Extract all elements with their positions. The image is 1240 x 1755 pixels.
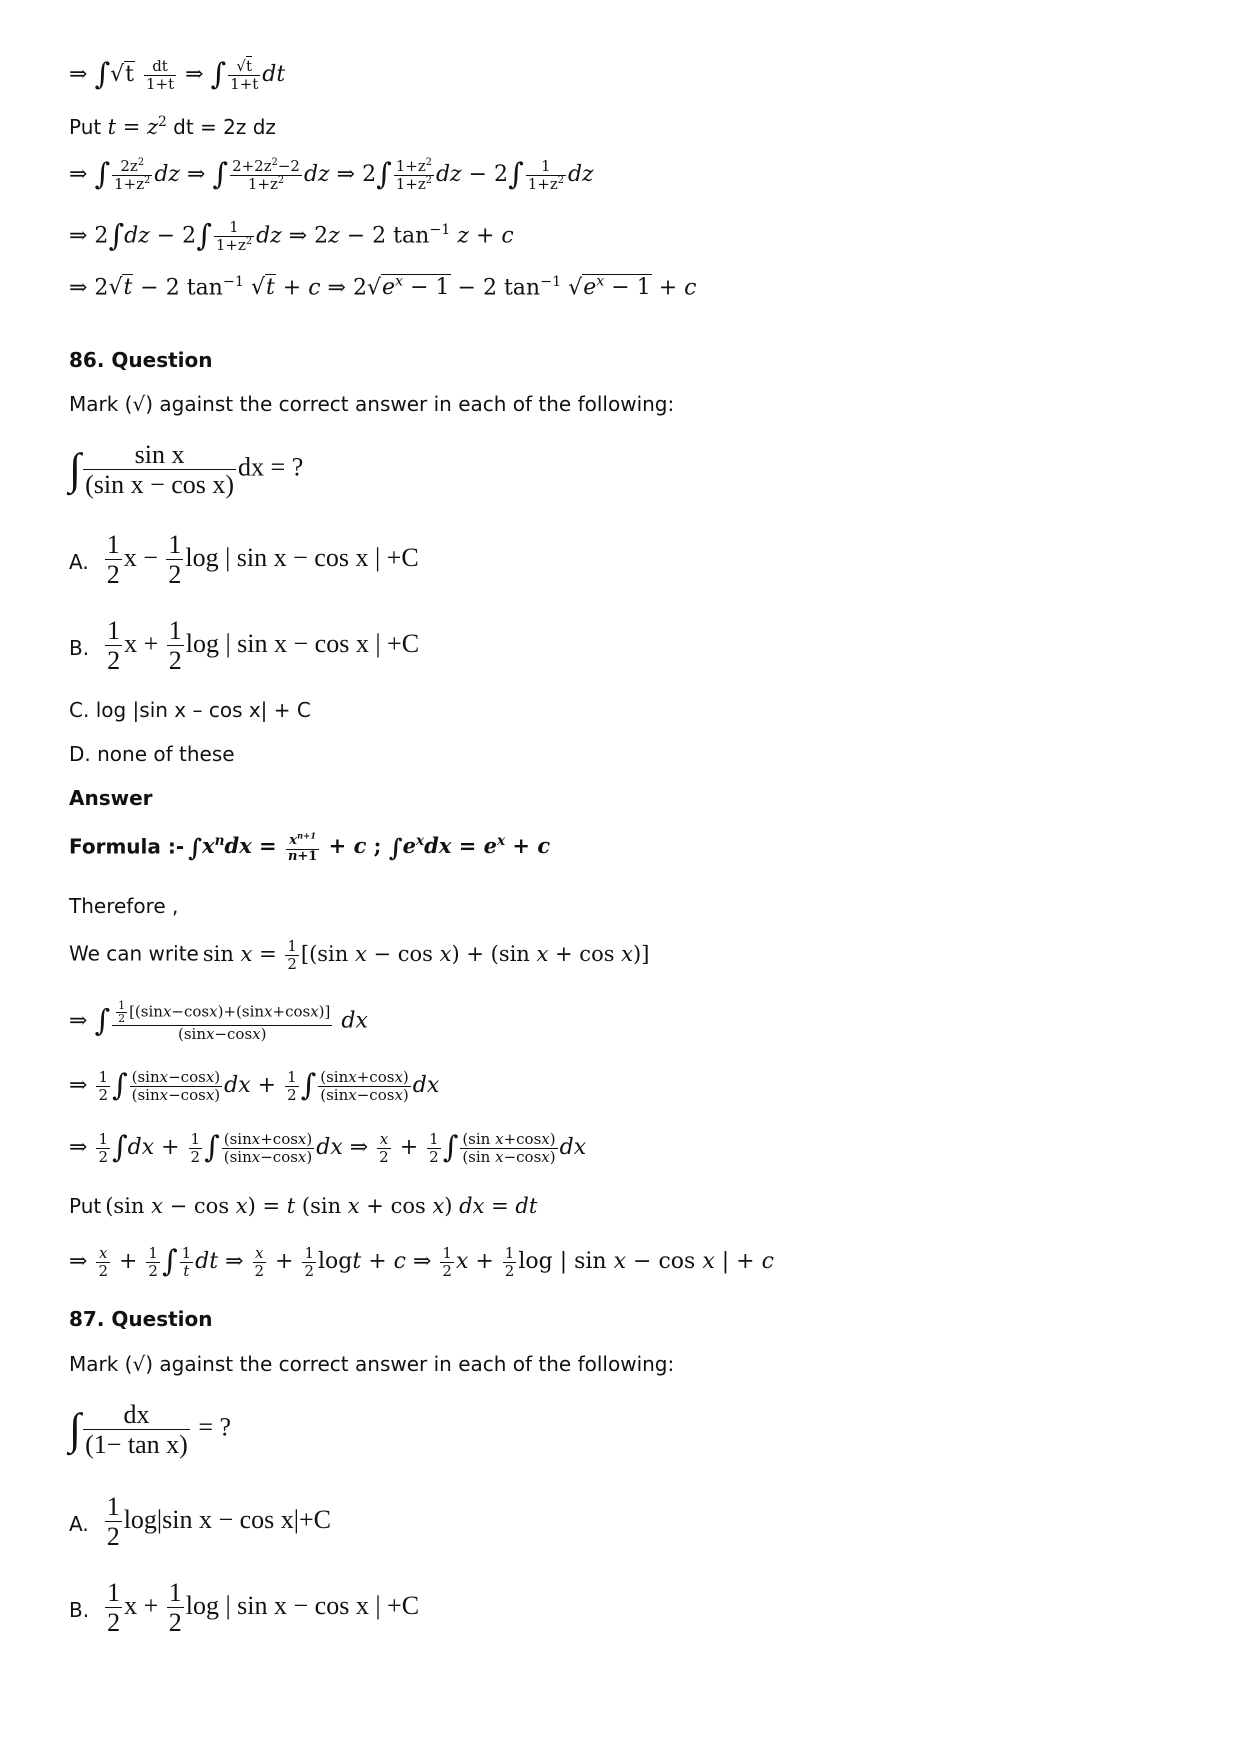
formula-math: $\int x^ndx$ = $\frac{x^{n+1}}{n+1}$ + c ; $\int e^xdx = e^x + c$ — [188, 831, 551, 864]
option-86-a[interactable]: A. $\frac{1}{2}$ x − $\frac{1}{2}$ log | sin x − cos x | +C — [69, 530, 419, 590]
put-line-1: Put $t = z^2$ dt = 2z dz — [69, 114, 276, 139]
question-87-integral: ∫ $\frac{dx}{\text{(1− tan x)}}$ = ? — [69, 1400, 232, 1460]
solution-step-2: ⇒ $\frac{1}{2}$ ∫ $\frac{(\sin x-\cos x)}{(\sin x-\cos x)}$ dx + $\frac{1}{2}$ ∫ $\frac{(\sin x+\cos x)}{(\sin x-\cos x)}$ dx — [69, 1068, 440, 1104]
put-line-2-math: (sin x − cos x) = t (sin x + cos x) dx = dt — [105, 1194, 538, 1218]
put-label: Put — [69, 115, 102, 139]
math-line-4: ⇒ 2∫dz − 2∫ $\frac{1}{1+z^2}$ dz ⇒ 2z − 2 $\tan^{-1} z + c$ — [69, 218, 514, 254]
therefore-text: Therefore , — [69, 894, 179, 918]
put-math: $t = z^2$ — [107, 114, 167, 139]
option-86-b-math: $\frac{1}{2}$ x + $\frac{1}{2}$ log | sin x − cos x | +C — [107, 616, 420, 676]
formula-line: Formula :- $\int x^ndx$ = $\frac{x^{n+1}}{n+1}$ + c ; $\int e^xdx = e^x + c$ — [69, 831, 551, 864]
math-line-3: ⇒ ∫ $\frac{2z^2}{1+z^2}$ dz ⇒ ∫ $\frac{2+2z^2-2}{1+z^2}$ dz ⇒ 2∫ $\frac{1+z^2}{1+z^2}$ dz − 2∫ $\frac{1}{1+z^2}$ dz — [69, 157, 594, 193]
we-can-write-line: We can write sin x = $\frac{1}{2}$ [(sin x − cos x) + (sin x + cos x)] — [69, 937, 650, 973]
question-86-integral: ∫ $\frac{\text{sin x}}{\text{(sin x − cos x)}}$ dx = ? — [69, 440, 304, 500]
option-87-a-math: $\frac{1}{2}$ log|sin x − cos x|+C — [106, 1492, 331, 1552]
question-87-instruction: Mark (√) against the correct answer in each of the following: — [69, 1352, 675, 1376]
answer-heading: Answer — [69, 786, 153, 810]
question-87-heading: 87. Question — [69, 1307, 213, 1331]
solution-step-4: ⇒ $\frac{x}{2}$ + $\frac{1}{2}$ ∫ $\frac{1}{t}$ dt ⇒ $\frac{x}{2}$ + $\frac{1}{2}$ logt + c ⇒ $\frac{1}{2}$ x + $\frac{1}{2}$ log | sin x − cos x | + c — [69, 1244, 774, 1280]
question-86-instruction: Mark (√) against the correct answer in each of the following: — [69, 392, 675, 416]
solution-step-1: ⇒ ∫ $\frac{1}{2}$ [(sinx−cosx)+(sinx+cosx)] (sinx−cosx) dx — [69, 999, 368, 1044]
option-87-b-math: $\frac{1}{2}$ x + $\frac{1}{2}$ log | sin x − cos x | +C — [107, 1578, 420, 1638]
option-86-d[interactable]: D. none of these — [69, 742, 235, 766]
option-86-a-math: $\frac{1}{2}$ x − $\frac{1}{2}$ log | sin x − cos x | +C — [106, 530, 419, 590]
question-86-heading: 86. Question — [69, 348, 213, 372]
math-line-1: ⇒ ∫√t $\frac{dt}{1+t}$ ⇒ ∫ $\frac{√t}{1+t}$ dt — [69, 57, 286, 93]
put-line-2: Put (sin x − cos x) = t (sin x + cos x) dx = dt — [69, 1194, 538, 1218]
solution-step-3: ⇒ $\frac{1}{2}$ ∫dx + $\frac{1}{2}$ ∫ $\frac{(\sin x+\cos x)}{(\sin x-\cos x)}$ dx ⇒ $\frac{x}{2}$ + $\frac{1}{2}$ ∫ $\frac{\text{(sin x+cosx)}}{\text{(sin x−cosx)}}$ dx — [69, 1130, 587, 1166]
option-87-a[interactable]: A. $\frac{1}{2}$ log|sin x − cos x|+C — [69, 1492, 331, 1552]
option-86-b[interactable]: B. $\frac{1}{2}$ x + $\frac{1}{2}$ log | sin x − cos x | +C — [69, 616, 420, 676]
math-line-5: ⇒ 2√t − 2 $\tan^{-1} √t + c$ ⇒ $2√e^x - 1 - 2$ $\tan^{-1} √e^x - 1 + c$ — [69, 274, 697, 301]
option-86-c[interactable]: C. log |sin x – cos x| + C — [69, 698, 311, 722]
option-87-b[interactable]: B. $\frac{1}{2}$ x + $\frac{1}{2}$ log | sin x − cos x | +C — [69, 1578, 420, 1638]
we-can-write-math: sin x = $\frac{1}{2}$ [(sin x − cos x) + (sin x + cos x)] — [202, 937, 650, 973]
